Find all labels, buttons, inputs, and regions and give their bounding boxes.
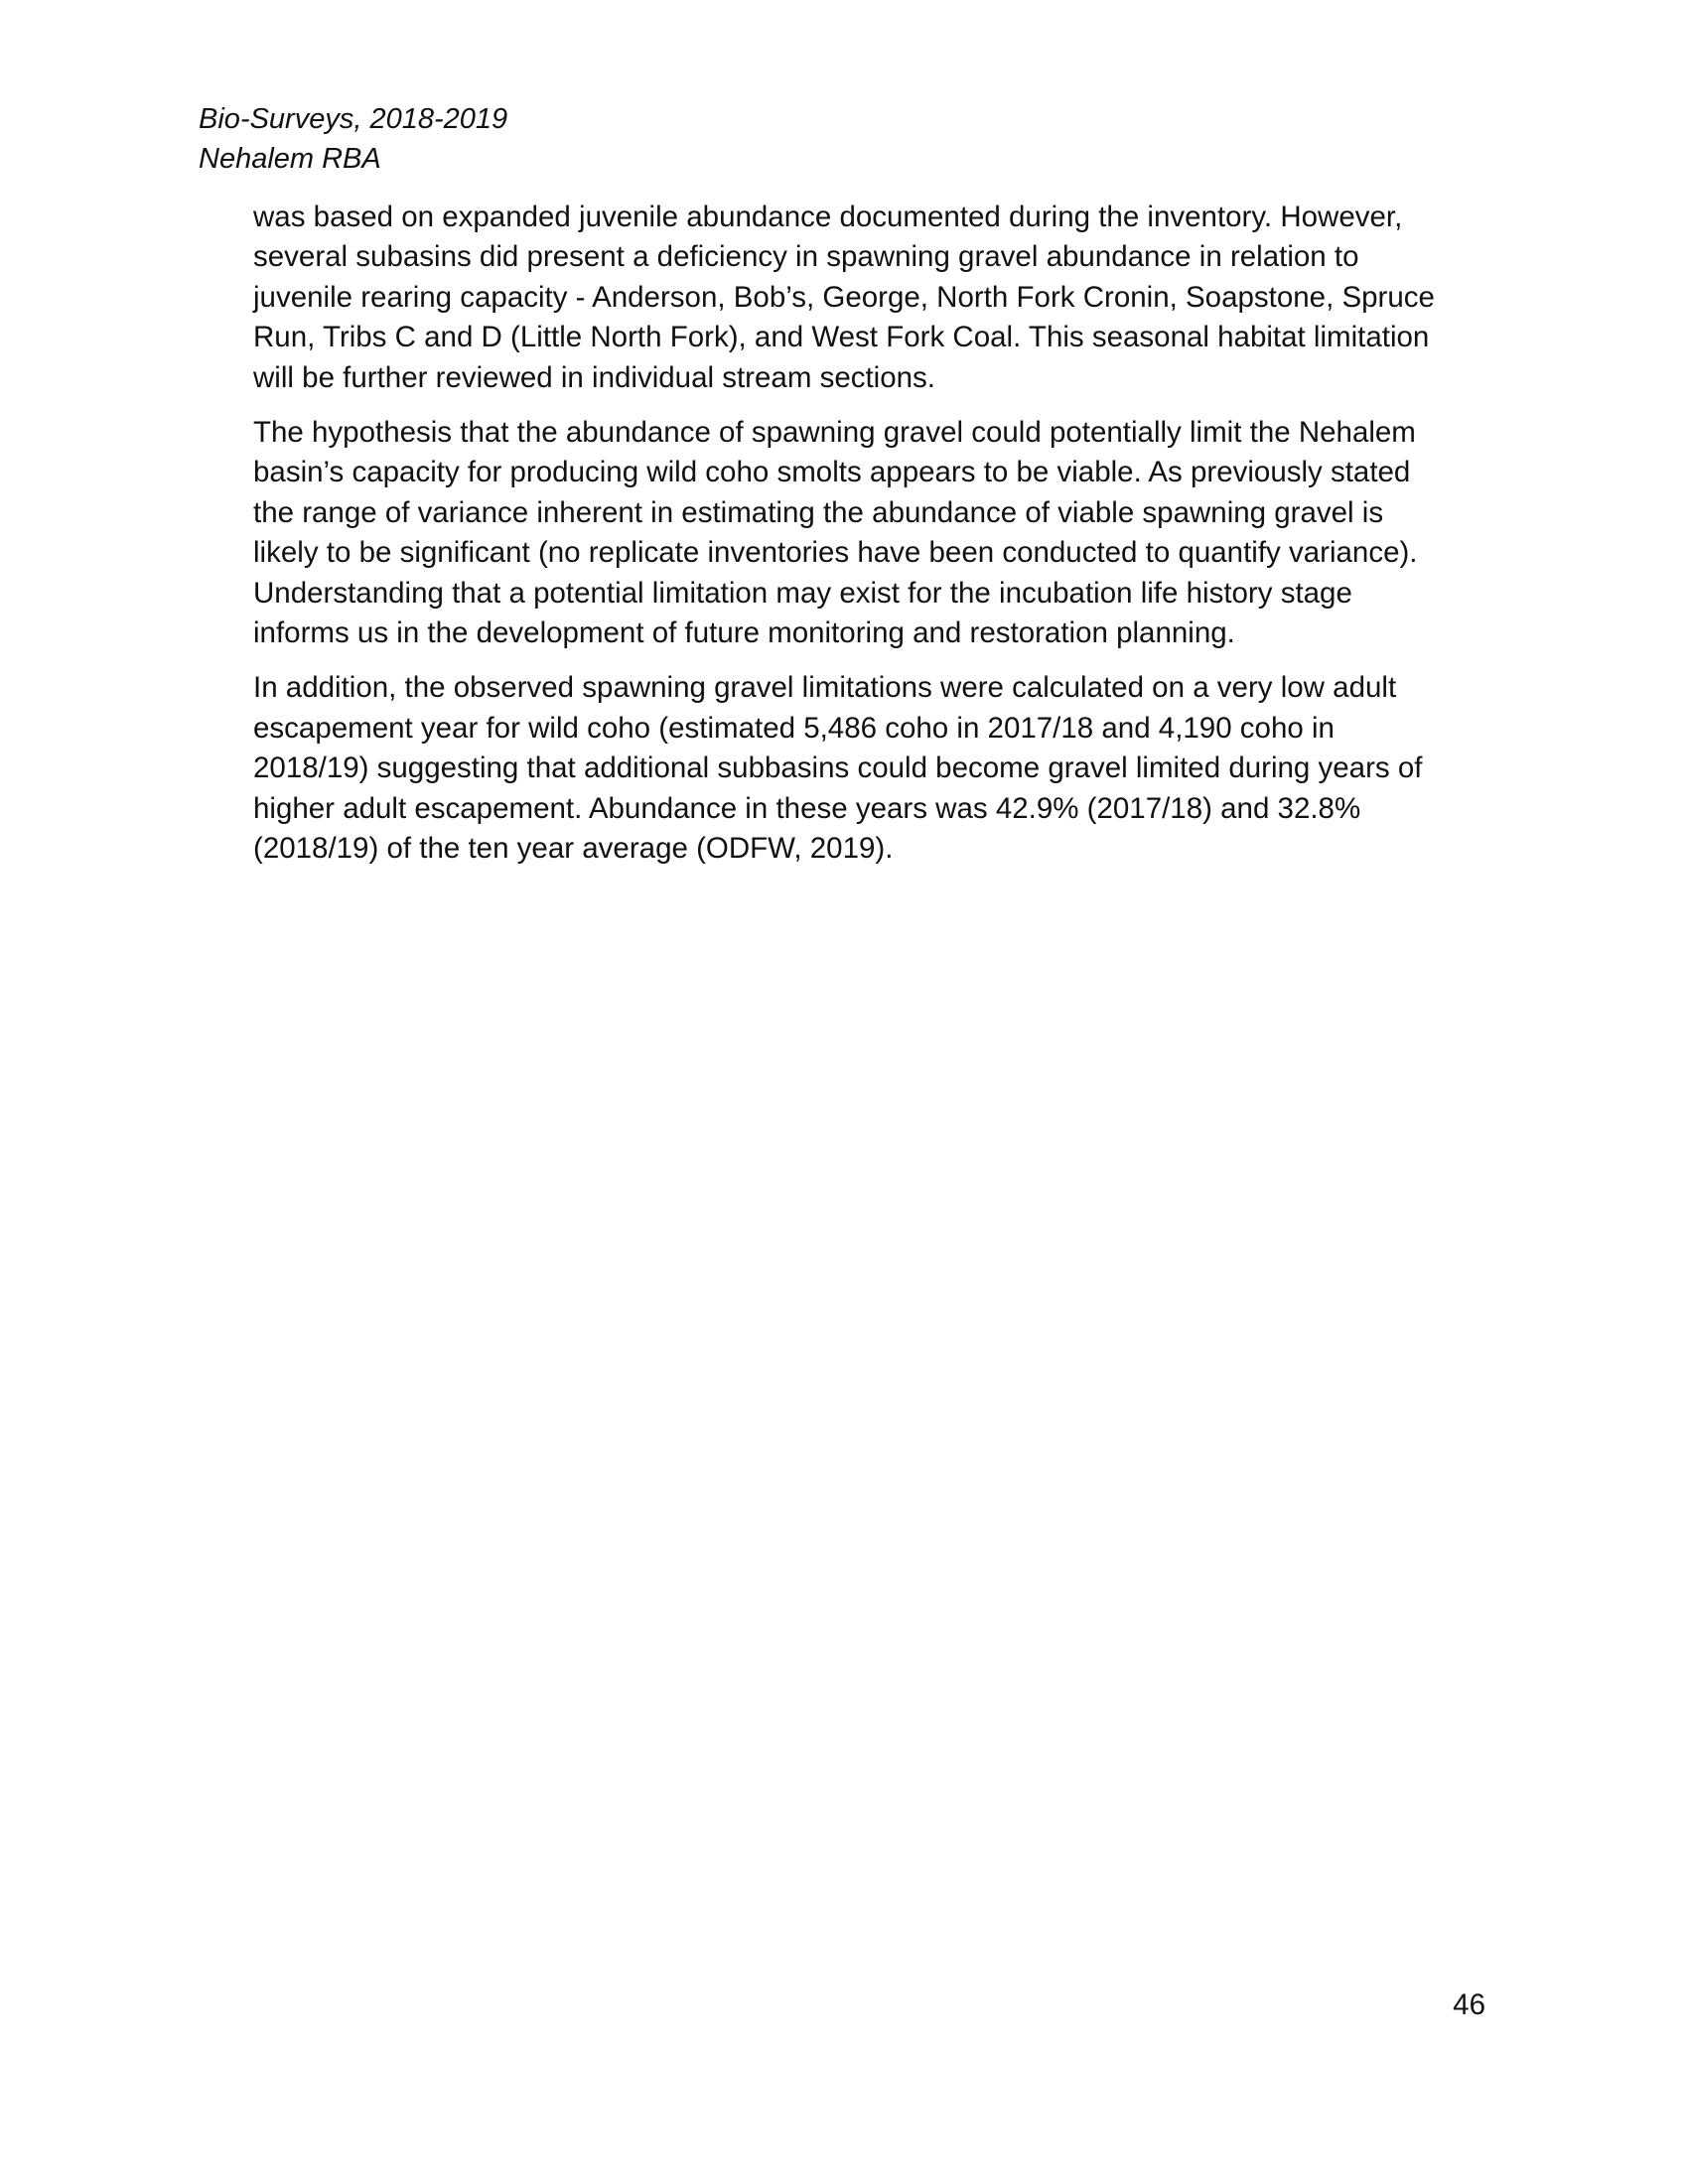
text-line: higher adult escapement. Abundance in these years was 42.9% (2017/18) and 32.8% — [253, 791, 1361, 825]
text-line: Run, Tribs C and D (Little North Fork), and West Fork Coal. This seasonal habitat limitation — [253, 321, 1430, 354]
paragraph — [253, 668, 1484, 869]
text-line: juvenile rearing capacity - Anderson, Bob’s, George, North Fork Cronin, Soapstone, Spruce — [253, 280, 1435, 314]
paragraph — [253, 198, 1484, 398]
text-line: The hypothesis that the abundance of spawning gravel could potentially limit the Nehalem — [253, 416, 1416, 450]
text-line: escapement year for wild coho (estimated 5,486 coho in 2017/18 and 4,190 coho in — [253, 711, 1335, 745]
text-line: Understanding that a potential limitation may exist for the incubation life history stage — [253, 576, 1352, 610]
text-line: informs us in the development of future monitoring and restoration planning. — [253, 616, 1235, 650]
page-number: 46 — [1453, 1988, 1485, 2021]
text-line: In addition, the observed spawning gravel limitations were calculated on a very low adult — [253, 671, 1397, 705]
text-line: was based on expanded juvenile abundance documented during the inventory. However, — [253, 201, 1403, 233]
text-line: basin’s capacity for producing wild coho smolts appears to be viable. As previously stated — [253, 456, 1411, 489]
running-header — [199, 99, 1092, 179]
text-line: 2018/19) suggesting that additional subbasins could become gravel limited during years of — [253, 751, 1423, 785]
text-line: the range of variance inherent in estimating the abundance of viable spawning gravel is — [253, 495, 1384, 529]
text-line: (2018/19) of the ten year average (ODFW, 2019). — [253, 832, 894, 866]
text-line: several subasins did present a deficiency in spawning gravel abundance in relation to — [253, 240, 1359, 274]
text-line: will be further reviewed in individual stream sections. — [253, 360, 935, 394]
header-report-title: Bio-Surveys, 2018-2019 — [199, 103, 508, 135]
text-line: likely to be significant (no replicate inventories have been conducted to quantify variance). — [253, 536, 1418, 570]
header-basin-name: Nehalem RBA — [199, 143, 381, 175]
paragraph — [253, 413, 1484, 653]
body-text — [253, 198, 1484, 885]
